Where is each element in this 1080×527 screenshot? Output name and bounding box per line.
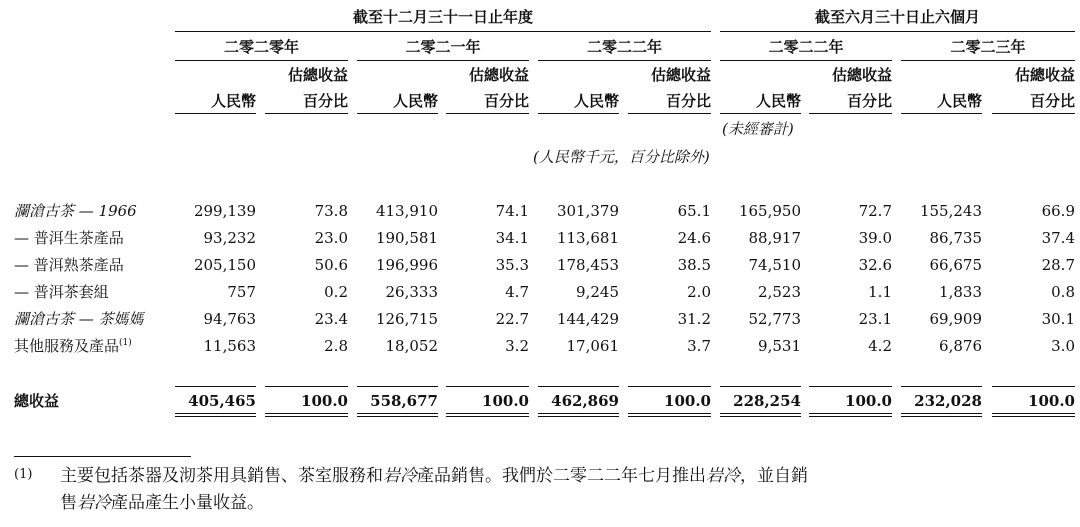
cell-rmb: 74,510	[748, 256, 801, 274]
row-label	[14, 229, 124, 247]
footnote-brand: 岩冷	[383, 466, 417, 486]
col-rule	[175, 113, 256, 114]
total-rmb: 228,254	[733, 392, 801, 410]
cell-rmb: 1,833	[939, 283, 982, 301]
cell-pct: 32.6	[858, 256, 892, 274]
col-rmb-2023-h1: 人民幣	[936, 92, 982, 110]
total-rmb: 462,869	[551, 392, 619, 410]
year-rule-2020	[175, 60, 348, 61]
footnote-brand: 岩冷	[706, 466, 740, 486]
total-top-rule	[628, 386, 711, 387]
cell-pct: 23.1	[858, 310, 892, 328]
year-header-2021: 二零二一年	[405, 38, 481, 56]
cell-rmb: 144,429	[556, 310, 619, 328]
total-rmb: 232,028	[914, 392, 982, 410]
total-top-rule	[175, 386, 256, 387]
cell-rmb: 17,061	[566, 337, 619, 355]
cell-pct: 24.6	[677, 229, 711, 247]
cell-rmb: 178,453	[556, 256, 619, 274]
col-pct-2020: 百分比	[302, 92, 348, 110]
total-double-rule	[720, 413, 801, 417]
total-pct: 100.0	[664, 392, 711, 410]
header-group-fy-rule	[175, 31, 711, 32]
year-rule-2023-h1	[901, 60, 1075, 61]
cell-rmb: 6,876	[939, 337, 982, 355]
col-pct-top-2020: 估總收益	[287, 66, 348, 84]
cell-pct: 3.0	[1051, 337, 1075, 355]
cell-pct: 23.4	[314, 310, 348, 328]
cell-rmb: 155,243	[919, 202, 982, 220]
cell-rmb: 413,910	[375, 202, 438, 220]
cell-pct: 0.8	[1051, 283, 1075, 301]
cell-pct: 50.6	[314, 256, 348, 274]
cell-pct: 4.2	[868, 337, 892, 355]
total-double-rule	[809, 413, 892, 417]
total-pct: 100.0	[301, 392, 348, 410]
total-pct: 100.0	[1028, 392, 1075, 410]
footnote-line-1	[60, 463, 808, 489]
cell-pct: 3.7	[687, 337, 711, 355]
cell-rmb: 190,581	[375, 229, 438, 247]
row-label	[14, 310, 144, 328]
total-top-rule	[901, 386, 982, 387]
cell-pct: 31.2	[677, 310, 711, 328]
row-label-text: — 普洱熟茶產品	[14, 256, 124, 274]
col-pct-top-2022-h1: 估總收益	[831, 66, 892, 84]
cell-rmb: 165,950	[738, 202, 801, 220]
row-label-text: 瀾滄古茶 — 1966	[14, 202, 137, 220]
col-rule	[992, 113, 1075, 114]
footnote-line-2	[60, 490, 264, 516]
cell-pct: 0.2	[324, 283, 348, 301]
total-double-rule	[175, 413, 256, 417]
cell-rmb: 94,763	[203, 310, 256, 328]
total-double-rule	[901, 413, 982, 417]
row-label-text: — 普洱生茶產品	[14, 229, 124, 247]
col-rule	[265, 113, 348, 114]
cell-pct: 73.8	[314, 202, 348, 220]
cell-rmb: 299,139	[193, 202, 256, 220]
total-top-rule	[357, 386, 438, 387]
row-label-text: — 普洱茶套組	[14, 283, 109, 301]
cell-rmb: 88,917	[748, 229, 801, 247]
cell-rmb: 126,715	[375, 310, 438, 328]
footnote-text: 主要包括茶器及沏茶用具銷售、茶室服務和	[60, 466, 383, 486]
footnote-marker: (1)	[14, 467, 33, 482]
total-double-rule	[446, 413, 529, 417]
year-header-2020: 二零二零年	[223, 38, 299, 56]
total-pct: 100.0	[845, 392, 892, 410]
col-pct-2023-h1: 百分比	[1029, 92, 1075, 110]
year-header-2023-h1: 二零二三年	[950, 38, 1026, 56]
cell-rmb: 18,052	[385, 337, 438, 355]
col-rule	[720, 113, 801, 114]
cell-rmb: 69,909	[929, 310, 982, 328]
col-rmb-2022: 人民幣	[573, 92, 619, 110]
footnote-ref: (1)	[119, 338, 132, 348]
col-rule	[901, 113, 982, 114]
cell-rmb: 113,681	[556, 229, 619, 247]
col-rule	[357, 113, 438, 114]
total-double-rule	[538, 413, 619, 417]
col-rmb-2021: 人民幣	[392, 92, 438, 110]
cell-pct: 37.4	[1041, 229, 1075, 247]
cell-pct: 1.1	[868, 283, 892, 301]
total-rmb: 558,677	[370, 392, 438, 410]
row-label	[14, 256, 124, 274]
cell-rmb: 9,245	[576, 283, 619, 301]
total-top-rule	[265, 386, 348, 387]
total-top-rule	[538, 386, 619, 387]
cell-pct: 38.5	[677, 256, 711, 274]
unit-note: (人民幣千元，百分比除外)	[533, 148, 710, 166]
cell-pct: 65.1	[677, 202, 711, 220]
header-group-6m: 截至六月三十日止六個月	[814, 8, 980, 26]
cell-rmb: 301,379	[556, 202, 619, 220]
footnote-brand: 岩冷	[77, 493, 111, 513]
total-double-rule	[992, 413, 1075, 417]
col-pct-2022-h1: 百分比	[846, 92, 892, 110]
footnote-text: 產品銷售。我們於二零二二年七月推出	[417, 466, 706, 486]
cell-rmb: 93,232	[203, 229, 256, 247]
cell-pct: 4.7	[505, 283, 529, 301]
col-pct-2021: 百分比	[483, 92, 529, 110]
total-double-rule	[265, 413, 348, 417]
footnote-text: ，並自銷	[740, 466, 808, 486]
row-label-text: 其他服務及產品	[14, 337, 120, 355]
total-rmb: 405,465	[188, 392, 256, 410]
footnote-text: 售	[60, 493, 77, 513]
col-rule	[446, 113, 529, 114]
cell-rmb: 196,996	[375, 256, 438, 274]
total-top-rule	[809, 386, 892, 387]
col-pct-2022: 百分比	[665, 92, 711, 110]
cell-rmb: 52,773	[748, 310, 801, 328]
col-pct-top-2022: 估總收益	[650, 66, 711, 84]
col-pct-top-2023-h1: 估總收益	[1014, 66, 1075, 84]
cell-pct: 30.1	[1041, 310, 1075, 328]
col-rmb-2022-h1: 人民幣	[755, 92, 801, 110]
total-top-rule	[446, 386, 529, 387]
col-pct-top-2021: 估總收益	[468, 66, 529, 84]
cell-rmb: 26,333	[385, 283, 438, 301]
cell-rmb: 2,523	[758, 283, 801, 301]
year-header-2022: 二零二二年	[586, 38, 662, 56]
header-group-6m-rule	[720, 31, 1075, 32]
cell-pct: 66.9	[1041, 202, 1075, 220]
header-group-fy: 截至十二月三十一日止年度	[352, 8, 533, 26]
total-double-rule	[628, 413, 711, 417]
cell-pct: 2.0	[687, 283, 711, 301]
cell-pct: 28.7	[1041, 256, 1075, 274]
unaudited-note: (未經審計)	[722, 120, 794, 138]
row-label	[14, 202, 137, 220]
col-rmb-2020: 人民幣	[210, 92, 256, 110]
cell-pct: 39.0	[858, 229, 892, 247]
cell-pct: 72.7	[858, 202, 892, 220]
cell-rmb: 9,531	[758, 337, 801, 355]
cell-rmb: 205,150	[193, 256, 256, 274]
cell-pct: 34.1	[495, 229, 529, 247]
cell-pct: 23.0	[314, 229, 348, 247]
col-rule	[809, 113, 892, 114]
total-double-rule	[357, 413, 438, 417]
total-top-rule	[720, 386, 801, 387]
cell-pct: 3.2	[505, 337, 529, 355]
footnote-separator	[14, 456, 191, 457]
cell-rmb: 66,675	[929, 256, 982, 274]
year-header-2022-h1: 二零二二年	[768, 38, 844, 56]
year-rule-2022	[538, 60, 711, 61]
row-label-text: 瀾滄古茶 — 茶媽媽	[14, 310, 144, 328]
col-rule	[628, 113, 711, 114]
row-label	[14, 337, 132, 355]
total-top-rule	[992, 386, 1075, 387]
cell-rmb: 11,563	[203, 337, 256, 355]
year-rule-2022-h1	[720, 60, 892, 61]
total-pct: 100.0	[482, 392, 529, 410]
cell-pct: 74.1	[495, 202, 529, 220]
cell-rmb: 757	[227, 283, 256, 301]
total-label: 總收益	[14, 392, 60, 410]
col-rule	[538, 113, 619, 114]
year-rule-2021	[357, 60, 529, 61]
cell-rmb: 86,735	[929, 229, 982, 247]
row-label	[14, 283, 109, 301]
footnote-text: 產品產生小量收益。	[111, 493, 264, 513]
cell-pct: 35.3	[495, 256, 529, 274]
cell-pct: 22.7	[495, 310, 529, 328]
cell-pct: 2.8	[324, 337, 348, 355]
